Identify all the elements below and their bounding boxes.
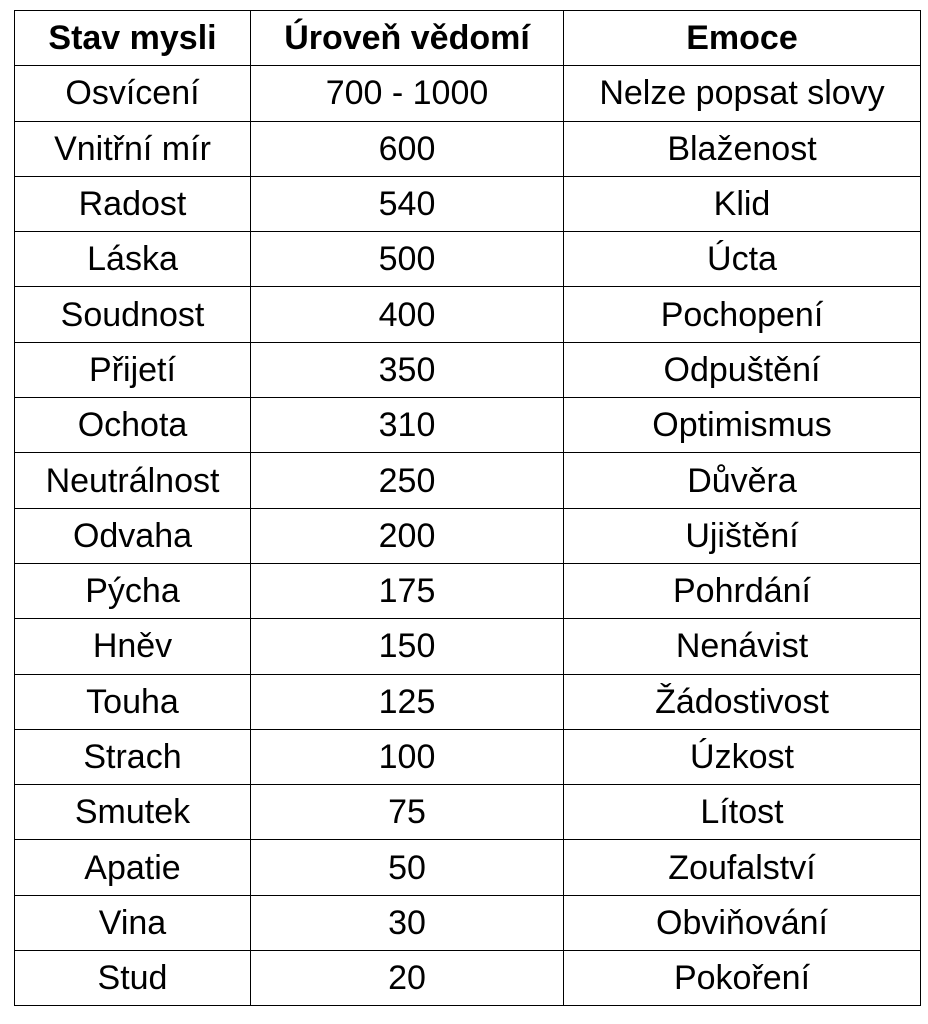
cell-state-of-mind: Přijetí xyxy=(15,342,251,397)
cell-state-of-mind: Vina xyxy=(15,895,251,950)
cell-consciousness-level: 200 xyxy=(251,508,564,563)
table-row xyxy=(15,785,921,840)
cell-consciousness-level: 700 - 1000 xyxy=(251,66,564,121)
table-row xyxy=(15,729,921,784)
cell-consciousness-level: 500 xyxy=(251,232,564,287)
cell-emotion: Úzkost xyxy=(564,729,921,784)
cell-emotion: Klid xyxy=(564,176,921,231)
cell-state-of-mind: Apatie xyxy=(15,840,251,895)
table-row xyxy=(15,674,921,729)
cell-state-of-mind: Osvícení xyxy=(15,66,251,121)
cell-state-of-mind: Strach xyxy=(15,729,251,784)
table-row xyxy=(15,619,921,674)
cell-emotion: Nenávist xyxy=(564,619,921,674)
cell-consciousness-level: 75 xyxy=(251,785,564,840)
table-row xyxy=(15,398,921,453)
cell-state-of-mind: Pýcha xyxy=(15,563,251,618)
table-row xyxy=(15,840,921,895)
cell-emotion: Obviňování xyxy=(564,895,921,950)
cell-consciousness-level: 125 xyxy=(251,674,564,729)
cell-consciousness-level: 20 xyxy=(251,951,564,1006)
table-row xyxy=(15,66,921,121)
cell-consciousness-level: 100 xyxy=(251,729,564,784)
table-row xyxy=(15,176,921,231)
cell-state-of-mind: Neutrálnost xyxy=(15,453,251,508)
cell-state-of-mind: Soudnost xyxy=(15,287,251,342)
cell-consciousness-level: 600 xyxy=(251,121,564,176)
column-header-consciousness-level: Úroveň vědomí xyxy=(251,11,564,66)
table-row xyxy=(15,895,921,950)
cell-state-of-mind: Láska xyxy=(15,232,251,287)
cell-state-of-mind: Stud xyxy=(15,951,251,1006)
column-header-state-of-mind: Stav mysli xyxy=(15,11,251,66)
cell-state-of-mind: Radost xyxy=(15,176,251,231)
cell-state-of-mind: Odvaha xyxy=(15,508,251,563)
cell-emotion: Ujištění xyxy=(564,508,921,563)
cell-emotion: Nelze popsat slovy xyxy=(564,66,921,121)
cell-emotion: Odpuštění xyxy=(564,342,921,397)
table-row xyxy=(15,453,921,508)
cell-consciousness-level: 250 xyxy=(251,453,564,508)
table-row xyxy=(15,951,921,1006)
cell-consciousness-level: 310 xyxy=(251,398,564,453)
cell-emotion: Pochopení xyxy=(564,287,921,342)
table-row xyxy=(15,232,921,287)
table-header-row xyxy=(15,11,921,66)
cell-emotion: Úcta xyxy=(564,232,921,287)
cell-consciousness-level: 150 xyxy=(251,619,564,674)
cell-state-of-mind: Ochota xyxy=(15,398,251,453)
cell-emotion: Lítost xyxy=(564,785,921,840)
cell-emotion: Důvěra xyxy=(564,453,921,508)
consciousness-levels-table xyxy=(14,10,921,1006)
cell-emotion: Zoufalství xyxy=(564,840,921,895)
table-body xyxy=(15,66,921,1006)
table-row xyxy=(15,342,921,397)
cell-emotion: Blaženost xyxy=(564,121,921,176)
column-header-emotion: Emoce xyxy=(564,11,921,66)
cell-emotion: Optimismus xyxy=(564,398,921,453)
cell-consciousness-level: 540 xyxy=(251,176,564,231)
cell-consciousness-level: 175 xyxy=(251,563,564,618)
cell-consciousness-level: 350 xyxy=(251,342,564,397)
table-row xyxy=(15,121,921,176)
cell-consciousness-level: 50 xyxy=(251,840,564,895)
cell-emotion: Pokoření xyxy=(564,951,921,1006)
cell-emotion: Pohrdání xyxy=(564,563,921,618)
table-row xyxy=(15,563,921,618)
cell-state-of-mind: Smutek xyxy=(15,785,251,840)
cell-state-of-mind: Touha xyxy=(15,674,251,729)
table-row xyxy=(15,508,921,563)
table-row xyxy=(15,287,921,342)
cell-emotion: Žádostivost xyxy=(564,674,921,729)
cell-state-of-mind: Hněv xyxy=(15,619,251,674)
cell-state-of-mind: Vnitřní mír xyxy=(15,121,251,176)
cell-consciousness-level: 400 xyxy=(251,287,564,342)
cell-consciousness-level: 30 xyxy=(251,895,564,950)
